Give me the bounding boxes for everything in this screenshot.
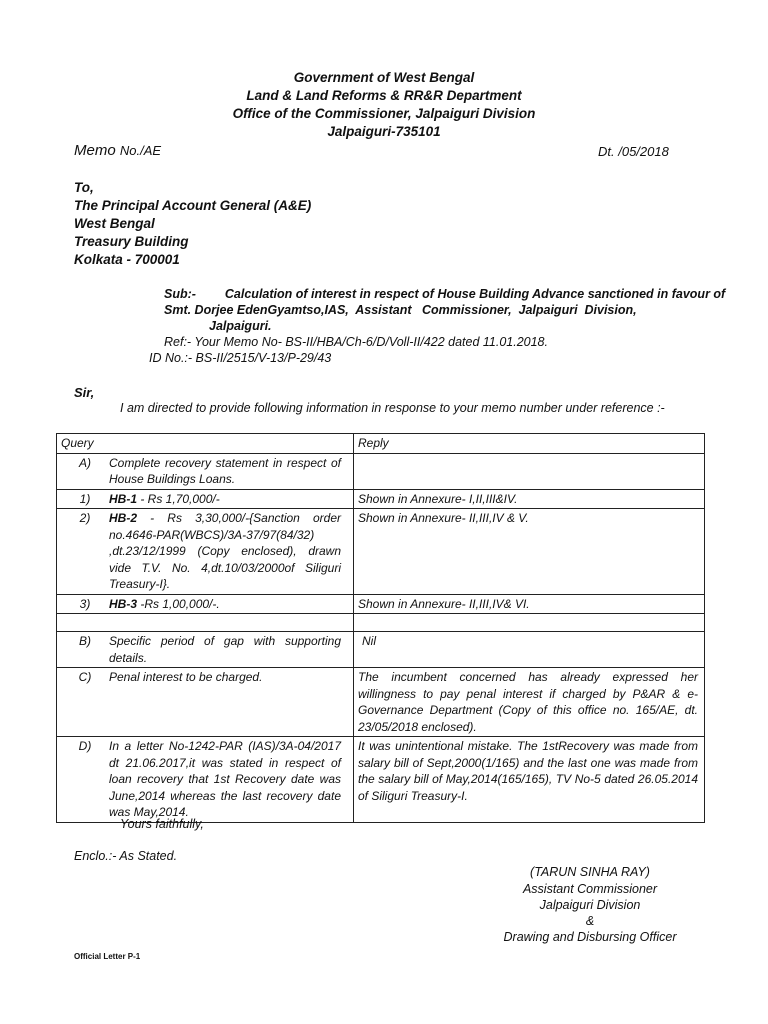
reply-cell: It was unintentional mistake. The 1stRecovery was made from salary bill of Sept,2000(1/165) and the last one was made from the salary bill of May,2014(165/165), TV No-5 dated 26.05.2014 of Siliguri Treasury-I. xyxy=(354,737,705,823)
header-office: Office of the Commissioner, Jalpaiguri Division xyxy=(232,106,536,121)
table-row xyxy=(57,668,705,737)
header-government: Government of West Bengal xyxy=(293,70,475,85)
table-row xyxy=(57,632,705,668)
query-cell xyxy=(57,453,354,489)
query-text: In a letter No-1242-PAR (IAS)/3A-04/2017 dt 21.06.2017,it was stated in respect of loan recovery that 1st Recovery date was June,2014 whereas the last recovery date was May,2014. xyxy=(109,739,341,819)
addressee-line: Treasury Building xyxy=(74,234,189,249)
query-text xyxy=(109,596,341,613)
query-text xyxy=(109,491,341,508)
header-department: Land & Land Reforms & RR&R Department xyxy=(246,88,522,103)
query-cell xyxy=(57,614,354,632)
salutation: Sir, xyxy=(74,385,95,400)
subject-text: Calculation of interest in respect of House Building Advance sanctioned in favour of xyxy=(224,287,726,301)
table-row xyxy=(57,737,705,823)
table-row xyxy=(57,489,705,509)
addressee-line: Kolkata - 700001 xyxy=(74,252,180,267)
addressee-to: To, xyxy=(74,180,94,195)
subject-line-2: Smt. Dorjee EdenGyamtso,IAS, Assistant Commissioner, Jalpaiguri Division, xyxy=(164,303,637,317)
query-rest-text: - Rs 3,30,000/-{Sanction order no.4646-PAR(WBCS)/3A-37/97(84/32) ,dt.23/12/1999 (Copy enclosed), drawn vide T.V. No. 4,dt.10/03/2000of Siliguri Treasury-I}. xyxy=(109,511,341,591)
subject-line-1 xyxy=(164,287,725,301)
query-cell xyxy=(57,594,354,614)
signatory-role: Drawing and Disbursing Officer xyxy=(503,930,677,944)
memo-date: Dt. /05/2018 xyxy=(598,144,669,159)
reply-cell xyxy=(354,614,705,632)
query-text: Specific period of gap with supporting details. xyxy=(109,634,341,665)
signatory-designation: Assistant Commissioner xyxy=(522,882,658,896)
query-cell xyxy=(57,509,354,595)
signatory-name: (TARUN SINHA RAY) xyxy=(530,865,650,879)
signatory-division: Jalpaiguri Division xyxy=(539,898,641,912)
reply-cell: Shown in Annexure- II,III,IV & V. xyxy=(354,509,705,595)
reply-cell: Shown in Annexure- I,II,III&IV. xyxy=(354,489,705,509)
query-reply-table xyxy=(56,433,705,823)
query-text: Penal interest to be charged. xyxy=(109,670,263,684)
row-label: B) xyxy=(79,634,91,648)
signatory-ampersand: & xyxy=(585,914,595,928)
query-rest-text: - Rs 1,70,000/- xyxy=(137,491,220,506)
query-column-header: Query xyxy=(57,434,354,454)
table-row xyxy=(57,453,705,489)
query-cell xyxy=(57,489,354,509)
addressee-line: West Bengal xyxy=(74,216,155,231)
query-cell xyxy=(57,632,354,668)
reply-cell: The incumbent concerned has already expressed her willingness to pay penal interest if charged by P&AR & e-Governance Department (Copy of this office no. 165/AE, dt. 23/05/2018 enclosed). xyxy=(354,668,705,737)
query-cell xyxy=(57,668,354,737)
id-number-line: ID No.:- BS-II/2515/V-13/P-29/43 xyxy=(149,351,332,365)
intro-paragraph: I am directed to provide following information in response to your memo number under reference :- xyxy=(120,401,665,415)
reply-column-header: Reply xyxy=(354,434,705,454)
query-rest-text: -Rs 1,00,000/-. xyxy=(137,596,220,611)
query-bold-text: HB-3 xyxy=(109,596,138,611)
reference-line: Ref:- Your Memo No- BS-II/HBA/Ch-6/D/Voll-II/422 dated 11.01.2018. xyxy=(164,335,548,349)
subject-label: Sub:- xyxy=(164,287,196,301)
row-label: 1) xyxy=(79,491,91,506)
row-label: A) xyxy=(79,455,91,470)
table-header-row xyxy=(57,434,705,454)
row-label: 2) xyxy=(79,511,91,525)
query-text xyxy=(109,510,341,593)
table-row xyxy=(57,594,705,614)
memo-line xyxy=(74,142,161,159)
reply-cell xyxy=(354,453,705,489)
query-cell xyxy=(57,737,354,823)
subject-line-3: Jalpaiguri. xyxy=(209,319,272,333)
addressee-line: The Principal Account General (A&E) xyxy=(74,198,312,213)
page-footer: Official Letter P-1 xyxy=(74,952,141,961)
reply-cell: Nil xyxy=(354,632,705,668)
row-label: 3) xyxy=(79,596,91,611)
query-text: Complete recovery statement in respect of House Buildings Loans. xyxy=(109,455,341,486)
enclosure: Enclo.:- As Stated. xyxy=(74,849,178,863)
header-city: Jalpaiguri-735101 xyxy=(327,124,441,139)
query-bold-text: HB-2 xyxy=(109,511,138,525)
row-label: C) xyxy=(78,670,92,684)
reply-cell: Shown in Annexure- II,III,IV& VI. xyxy=(354,594,705,614)
closing: Yours faithfully, xyxy=(120,817,204,831)
memo-label: Memo xyxy=(74,142,116,159)
table-row-empty xyxy=(57,614,705,632)
query-bold-text: HB-1 xyxy=(109,491,138,506)
table-row xyxy=(57,509,705,595)
row-label: D) xyxy=(78,739,92,753)
memo-number: No./AE xyxy=(119,143,162,158)
